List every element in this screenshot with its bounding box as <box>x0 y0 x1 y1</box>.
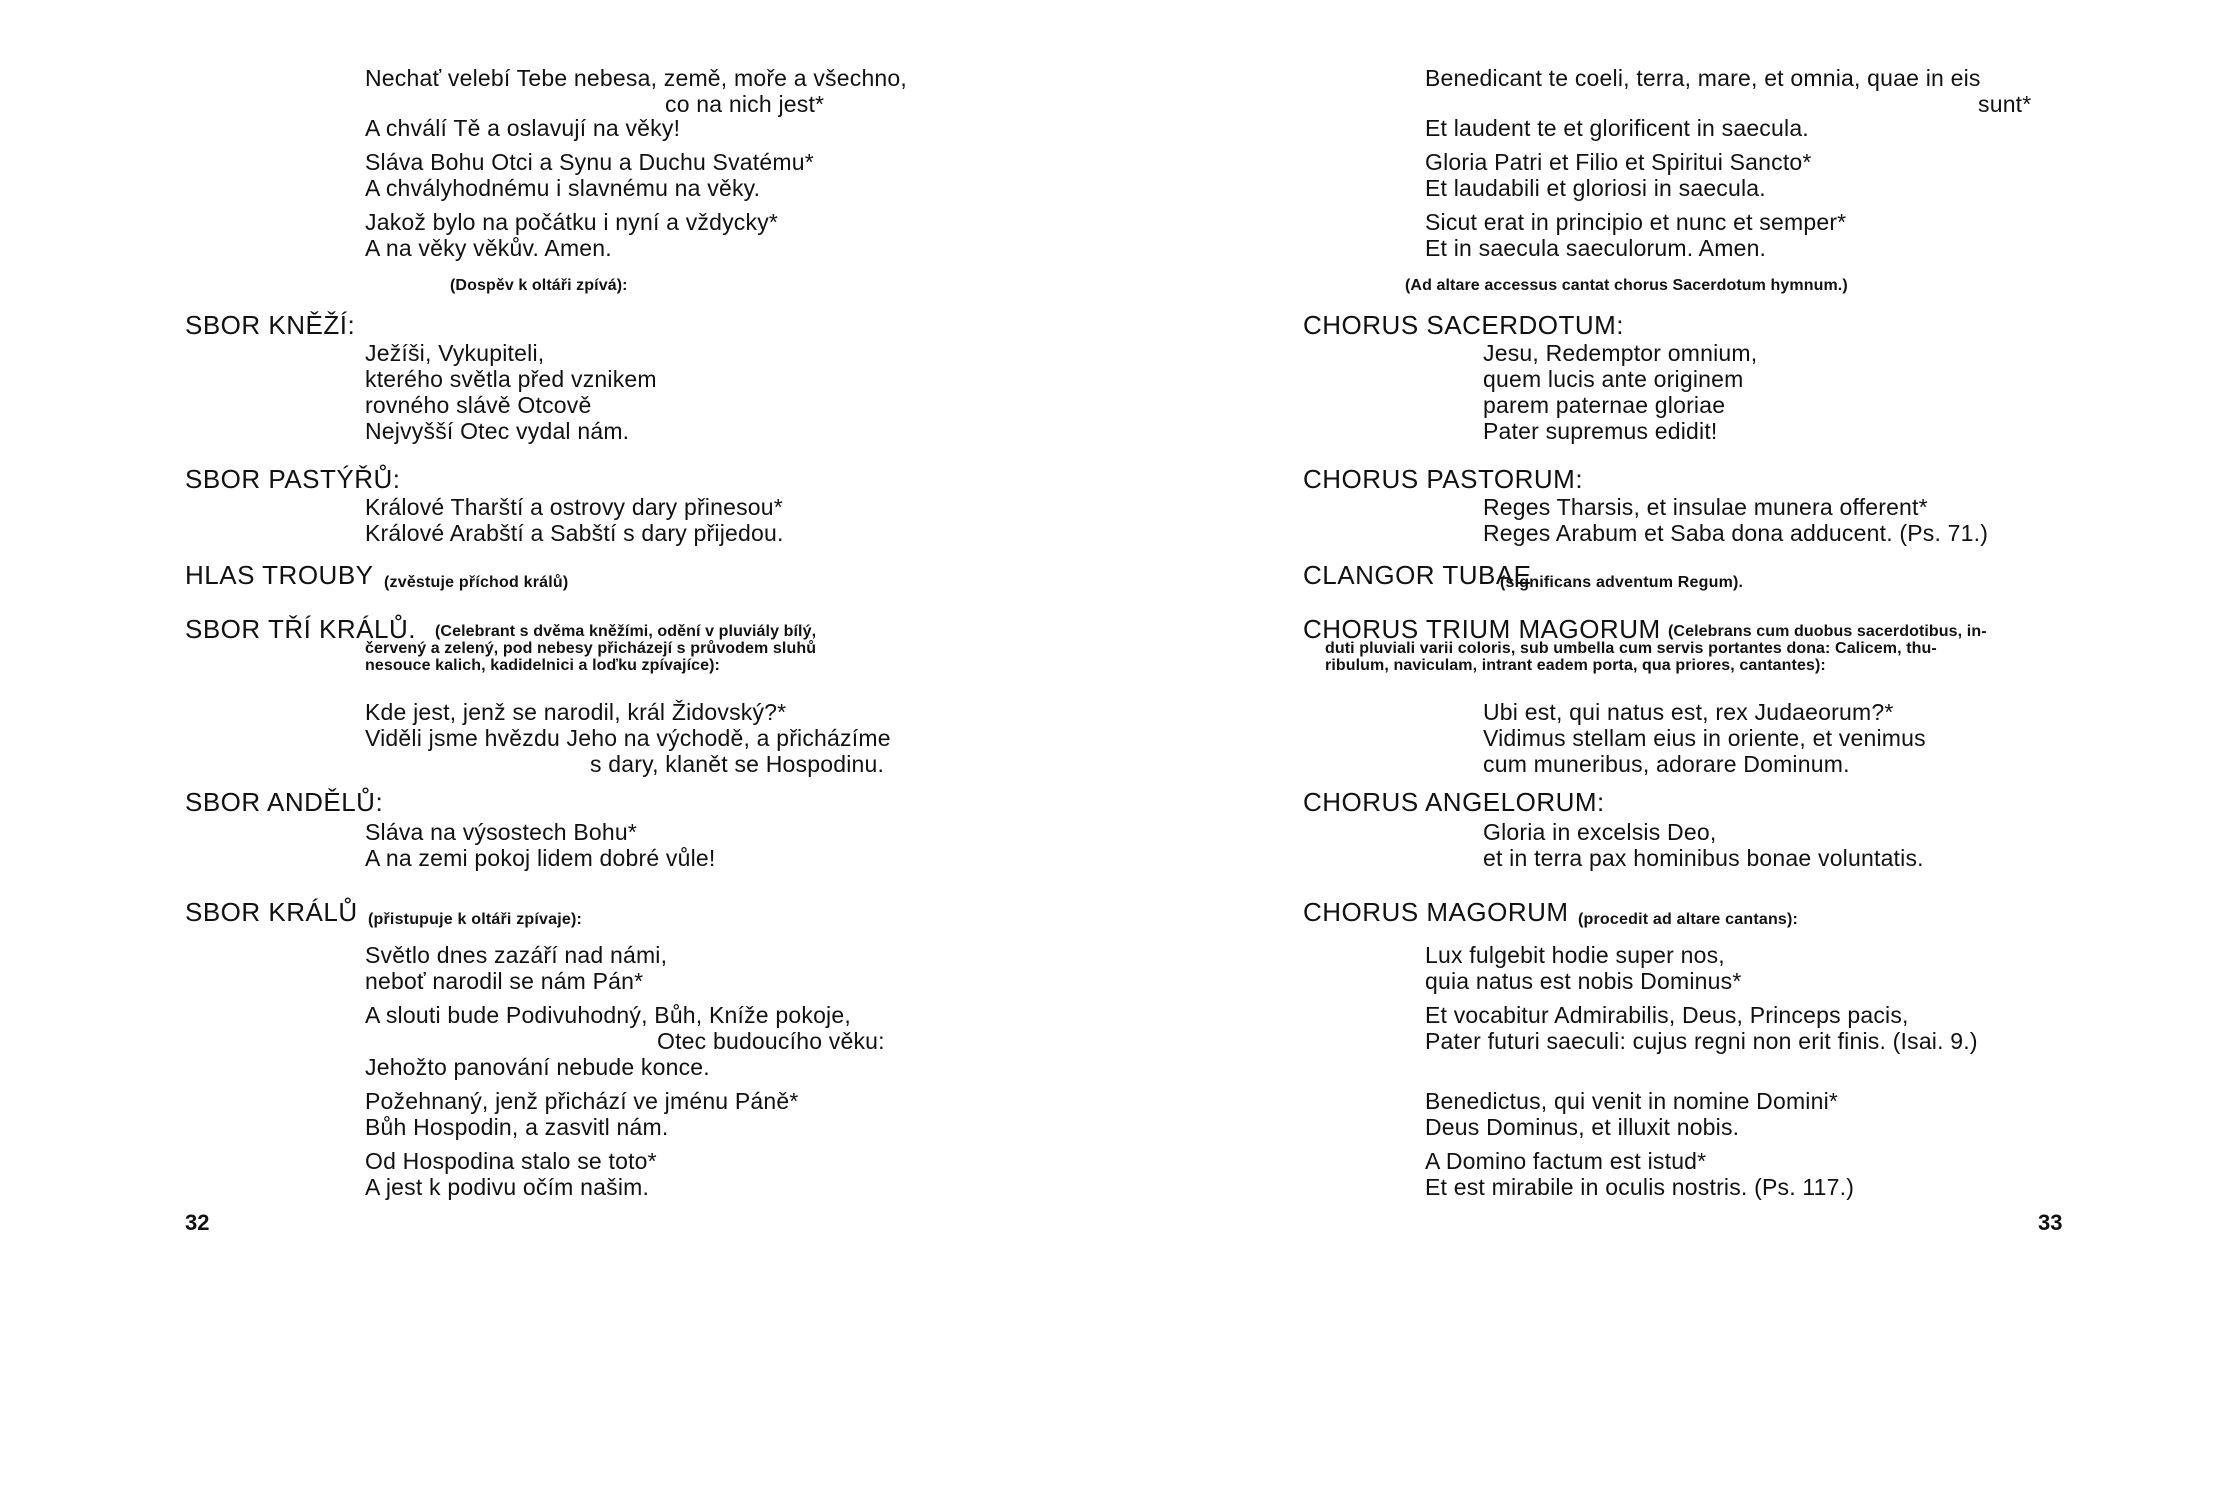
verse-line: Et vocabitur Admirabilis, Deus, Princeps pacis, <box>1425 1002 1909 1028</box>
rubric-note: duti pluviali varii coloris, sub umbella cum servis portantes dona: Calicem, thu- <box>1325 640 1937 657</box>
verse-line: Lux fulgebit hodie super nos, <box>1425 942 1725 968</box>
verse-line: Vidimus stellam eius in oriente, et venimus <box>1483 725 1926 751</box>
rubric-note: (significans adventum Regum). <box>1500 574 1744 591</box>
section-heading: SBOR ANDĚLŮ: <box>185 787 384 817</box>
verse-line: Et est mirabile in oculis nostris. (Ps. 117.) <box>1425 1174 1855 1200</box>
rubric-note: (zvěstuje příchod králů) <box>384 574 569 591</box>
verse-line: Gloria Patri et Filio et Spiritui Sancto* <box>1425 149 1812 175</box>
verse-line: Otec budoucího věku: <box>657 1028 885 1054</box>
page-number: 33 <box>2038 1210 2063 1235</box>
verse-line: neboť narodil se nám Pán* <box>365 968 644 994</box>
verse-line: Sicut erat in principio et nunc et semper* <box>1425 209 1847 235</box>
verse-line: Nejvyšší Otec vydal nám. <box>365 418 630 444</box>
rubric-note: (procedit ad altare cantans): <box>1578 911 1799 928</box>
verse-line: Et laudent te et glorificent in saecula. <box>1425 115 1809 141</box>
verse-line: Požehnaný, jenž přichází ve jménu Páně* <box>365 1088 799 1114</box>
rubric-note: (Celebrant s dvěma kněžími, odění v pluviály bílý, <box>435 623 817 640</box>
verse-line: quia natus est nobis Dominus* <box>1425 968 1742 994</box>
verse-line: Kde jest, jenž se narodil, král Židovský?* <box>365 699 787 725</box>
verse-line: Světlo dnes zazáří nad námi, <box>365 942 668 968</box>
verse-line: Reges Arabum et Saba dona adducent. (Ps. 71.) <box>1483 520 1989 546</box>
verse-line: rovného slávě Otcově <box>365 392 592 418</box>
verse-line: s dary, klanět se Hospodinu. <box>590 751 885 777</box>
section-heading: SBOR KRÁLŮ <box>185 897 358 927</box>
verse-line: Sláva Bohu Otci a Synu a Duchu Svatému* <box>365 149 814 175</box>
verse-line: Deus Dominus, et illuxit nobis. <box>1425 1114 1740 1140</box>
verse-line: kterého světla před vznikem <box>365 366 657 392</box>
section-heading: CHORUS MAGORUM <box>1303 897 1569 927</box>
rubric-note: (Dospěv k oltáři zpívá): <box>450 277 628 294</box>
section-heading: HLAS TROUBY <box>185 560 374 590</box>
verse-line: co na nich jest* <box>665 91 825 117</box>
verse-line: Gloria in excelsis Deo, <box>1483 819 1717 845</box>
rubric-note: červený a zelený, pod nebesy přicházejí s průvodem sluhů <box>365 640 817 657</box>
rubric-note: ribulum, naviculam, intrant eadem porta, qua priores, cantantes): <box>1325 657 1826 674</box>
verse-line: Bůh Hospodin, a zasvitl nám. <box>365 1114 669 1140</box>
rubric-note: (Celebrans cum duobus sacerdotibus, in- <box>1668 623 1987 640</box>
verse-line: parem paternae gloriae <box>1483 392 1726 418</box>
verse-line: Ubi est, qui natus est, rex Judaeorum?* <box>1483 699 1894 725</box>
section-heading: CHORUS SACERDOTUM: <box>1303 310 1625 340</box>
verse-line: A slouti bude Podivuhodný, Bůh, Kníže pokoje, <box>365 1002 851 1028</box>
verse-line: Od Hospodina stalo se toto* <box>365 1148 657 1174</box>
verse-line: Králové Arabští a Sabští s dary přijedou. <box>365 520 784 546</box>
rubric-note: nesouce kalich, kadidelnici a loďku zpívajíce): <box>365 657 720 674</box>
verse-line: Benedictus, qui venit in nomine Domini* <box>1425 1088 1839 1114</box>
verse-line: cum muneribus, adorare Dominum. <box>1483 751 1850 777</box>
verse-line: Králové Tharští a ostrovy dary přinesou* <box>365 494 783 520</box>
verse-line: Nechať velebí Tebe nebesa, země, moře a všechno, <box>365 65 908 91</box>
verse-line: et in terra pax hominibus bonae voluntatis. <box>1483 845 1924 871</box>
verse-line: Viděli jsme hvězdu Jeho na východě, a přicházíme <box>365 725 891 751</box>
verse-line: quem lucis ante originem <box>1483 366 1744 392</box>
verse-line: Et laudabili et gloriosi in saecula. <box>1425 175 1766 201</box>
verse-line: A chválí Tě a oslavují na věky! <box>365 115 681 141</box>
verse-line: Jesu, Redemptor omnium, <box>1483 340 1758 366</box>
page-number: 32 <box>185 1210 210 1235</box>
verse-line: Pater futuri saeculi: cujus regni non erit finis. (Isai. 9.) <box>1425 1028 1978 1054</box>
verse-line: A chvályhodnému i slavnému na věky. <box>365 175 761 201</box>
verse-line: Benedicant te coeli, terra, mare, et omnia, quae in eis <box>1425 65 1981 91</box>
verse-line: A jest k podivu očím našim. <box>365 1174 650 1200</box>
section-heading: SBOR KNĚŽÍ: <box>185 310 356 340</box>
section-heading: CHORUS TRIUM MAGORUM <box>1303 614 1661 644</box>
section-heading: SBOR PASTÝŘŮ: <box>185 464 401 494</box>
verse-line: Sláva na výsostech Bohu* <box>365 819 638 845</box>
verse-line: sunt* <box>1978 91 2032 117</box>
section-heading: CLANGOR TUBAE <box>1303 560 1532 590</box>
verse-line: Et in saecula saeculorum. Amen. <box>1425 235 1767 261</box>
verse-line: Ježíši, Vykupiteli, <box>365 340 545 366</box>
section-heading: CHORUS ANGELORUM: <box>1303 787 1605 817</box>
verse-line: Jakož bylo na počátku i nyní a vždycky* <box>365 209 779 235</box>
verse-line: A na věky věkův. Amen. <box>365 235 612 261</box>
verse-line: Reges Tharsis, et insulae munera offerent* <box>1483 494 1928 520</box>
verse-line: Pater supremus edidit! <box>1483 418 1718 444</box>
section-heading: SBOR TŘÍ KRÁLŮ. <box>185 614 416 644</box>
rubric-note: (přistupuje k oltáři zpívaje): <box>368 911 583 928</box>
section-heading: CHORUS PASTORUM: <box>1303 464 1584 494</box>
right-page <box>1115 0 2230 1500</box>
verse-line: A na zemi pokoj lidem dobré vůle! <box>365 845 716 871</box>
verse-line: Jehožto panování nebude konce. <box>365 1054 710 1080</box>
verse-line: A Domino factum est istud* <box>1425 1148 1707 1174</box>
rubric-note: (Ad altare accessus cantat chorus Sacerdotum hymnum.) <box>1405 277 1848 294</box>
